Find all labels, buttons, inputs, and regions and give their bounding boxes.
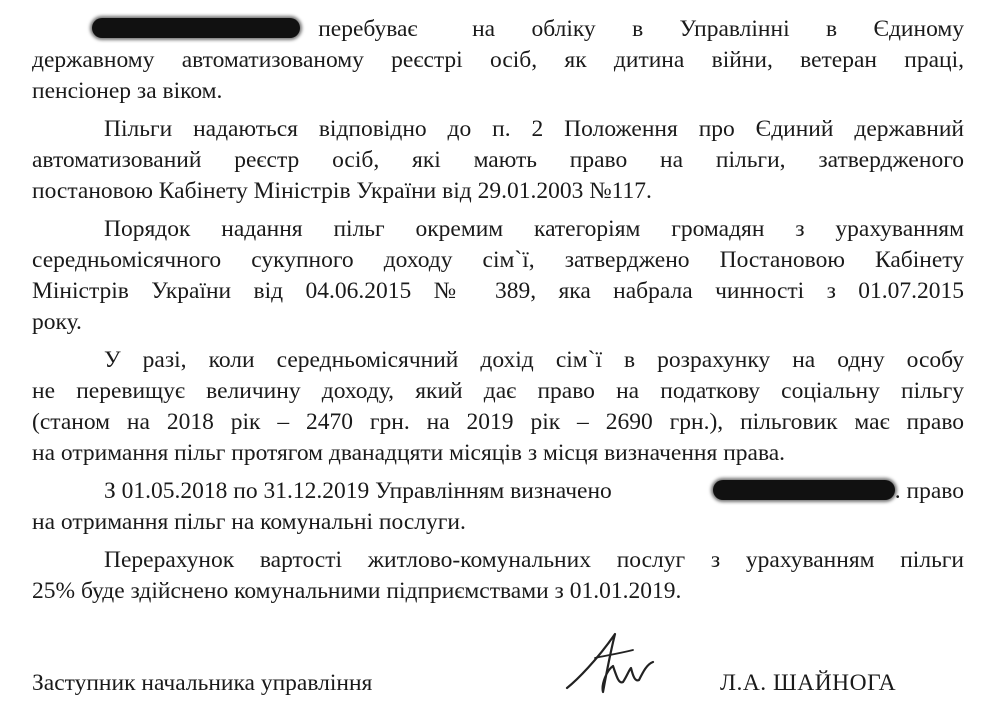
paragraph-2 (32, 114, 964, 207)
p5-line1-end: . право (894, 478, 964, 504)
p3-line4: року. (32, 309, 82, 335)
p2-line3: постановою Кабінету Міністрів України від 29.01.2003 №117. (32, 178, 652, 204)
p2-line2: автоматизований реєстр осіб, які мають право на пільги, затвердженого (32, 147, 964, 173)
p4-line2: не перевищує величину доходу, який дає право на податкову соціальну пільгу (32, 378, 964, 404)
signatory-role: Заступник начальника управління (32, 670, 373, 696)
p6-line2: 25% буде здійснено комунальними підприємствами з 01.01.2019. (32, 578, 682, 604)
paragraph-6 (32, 545, 964, 607)
p5-line1-start: З 01.05.2018 по 31.12.2019 Управлінням визначено (104, 478, 612, 504)
p4-line1: У разі, коли середньомісячний дохід сім`ї в розрахунку на одну особу (104, 347, 964, 373)
p5-line2: на отримання пільг на комунальні послуги. (32, 509, 466, 535)
p2-line1: Пільги надаються відповідно до п. 2 Положення про Єдиний державний (104, 116, 964, 142)
p3-line1: Порядок надання пільг окремим категоріям громадян з урахуванням (104, 216, 964, 242)
redacted-name-2 (713, 480, 895, 500)
p4-line3: (станом на 2018 рік – 2470 грн. на 2019 рік – 2690 грн.), пільговик має право (32, 409, 964, 435)
letter-body (32, 14, 964, 614)
paragraph-5 (32, 476, 964, 538)
p3-line3: Міністрів України від 04.06.2015 № 389, яка набрала чинності з 01.07.2015 (32, 278, 964, 304)
signature-block (32, 620, 932, 710)
p1-line1: перебуває на обліку в Управлінні в Єдиному (318, 16, 965, 42)
paragraph-3 (32, 214, 964, 338)
p6-line1: Перерахунок вартості житлово-комунальних послуг з урахуванням пільги (104, 547, 964, 573)
p3-line2: середньомісячного сукупного доходу сім`ї, затверджено Постановою Кабінету (32, 247, 964, 273)
signatory-name: Л.А. ШАЙНОГА (720, 670, 897, 696)
p1-line3: пенсіонер за віком. (32, 78, 223, 104)
p1-line2: державному автоматизованому реєстрі осіб, як дитина війни, ветеран праці, (32, 47, 964, 73)
p4-line4: на отримання пільг протягом дванадцяти місяців з місця визначення права. (32, 440, 786, 466)
paragraph-4 (32, 345, 964, 469)
paragraph-1 (32, 14, 964, 107)
handwritten-signature (537, 620, 677, 700)
redacted-name (92, 18, 300, 38)
